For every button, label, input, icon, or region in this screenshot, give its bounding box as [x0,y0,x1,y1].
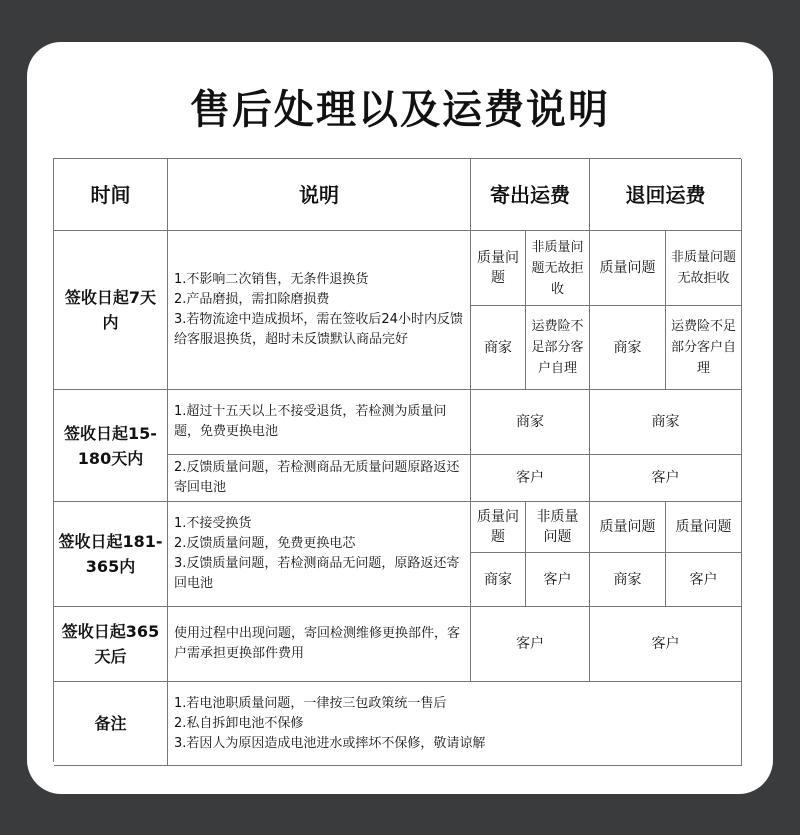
row-label-after-365days: 签收日起365天后 [54,607,168,682]
return-quality-payer-181-b: 客户 [666,553,742,607]
return-nonquality-payer: 运费险不足部分客户自理 [666,306,742,390]
send-payer-15-180-b: 客户 [471,455,590,502]
row-desc-remarks [168,682,742,766]
header-return-fee: 退回运费 [590,159,742,231]
text-line: 1.若电池职质量问题，一律按三包政策统一售后 [174,695,447,711]
return-quality-label: 质量问题 [590,231,666,306]
return-nonquality-label: 非质量问题无故拒收 [666,231,742,306]
send-quality-label: 质量问题 [471,231,526,306]
row-desc-181-365days-text [174,514,464,594]
after-sales-table [53,158,741,762]
send-nonquality-payer: 运费险不足部分客户自理 [526,306,590,390]
text-line: 3.反馈质量问题，若检测商品无问题，原路返还寄回电池 [174,556,460,591]
text-line: 1.不接受换货 [174,516,252,531]
row-desc-181-365days [168,502,471,607]
return-quality-payer: 商家 [590,306,666,390]
send-nonquality-label: 非质量问题无故拒收 [526,231,590,306]
return-quality-payer-181: 商家 [590,553,666,607]
row-label-remarks: 备注 [54,682,168,766]
row-desc-after-365days: 使用过程中出现问题，寄回检测维修更换部件，客户需承担更换部件费用 [168,607,471,682]
text-line: 2.私自拆卸电池不保修 [174,715,304,731]
header-send-fee: 寄出运费 [471,159,590,231]
row-desc-7days-text [174,270,464,350]
return-quality-label-181: 质量问题 [590,502,666,553]
header-explain: 说明 [168,159,471,231]
page-title: 售后处理以及运费说明 [190,87,610,133]
text-line: 2.反馈质量问题，免费更换电芯 [174,536,356,551]
send-payer-after-365: 客户 [471,607,590,682]
send-payer-15-180-a: 商家 [471,390,590,455]
text-line: 1.不影响二次销售，无条件退换货 [174,272,369,287]
return-payer-after-365: 客户 [590,607,742,682]
row-label-181-365days: 签收日起181-365内 [54,502,168,607]
text-line: 3.若因人为原因造成电池进水或摔坏不保修，敬请谅解 [174,735,486,751]
row-label-15-180days: 签收日起15-180天内 [54,390,168,502]
return-quality-label-181-b: 质量问题 [666,502,742,553]
send-quality-payer: 商家 [471,306,526,390]
text-line: 2.产品磨损，需扣除磨损费 [174,292,330,307]
send-quality-payer-181: 商家 [471,553,526,607]
row-desc-15-180days-a: 1.超过十五天以上不接受退货，若检测为质量问题，免费更换电池 [168,390,471,455]
send-quality-label-181: 质量问题 [471,502,526,553]
row-desc-15-180days-b: 2.反馈质量问题，若检测商品无质量问题原路返还寄回电池 [168,455,471,502]
text-line: 3.若物流途中造成损坏，需在签收后24小时内反馈给客服退换货，超时未反馈默认商品完好 [174,312,463,347]
return-payer-15-180-a: 商家 [590,390,742,455]
row-desc-remarks-text [174,694,735,754]
header-time: 时间 [54,159,168,231]
send-nonquality-payer-181: 客户 [526,553,590,607]
row-label-7days: 签收日起7天内 [54,231,168,390]
row-desc-7days [168,231,471,390]
return-payer-15-180-b: 客户 [590,455,742,502]
send-nonquality-label-181: 非质量问题 [526,502,590,553]
